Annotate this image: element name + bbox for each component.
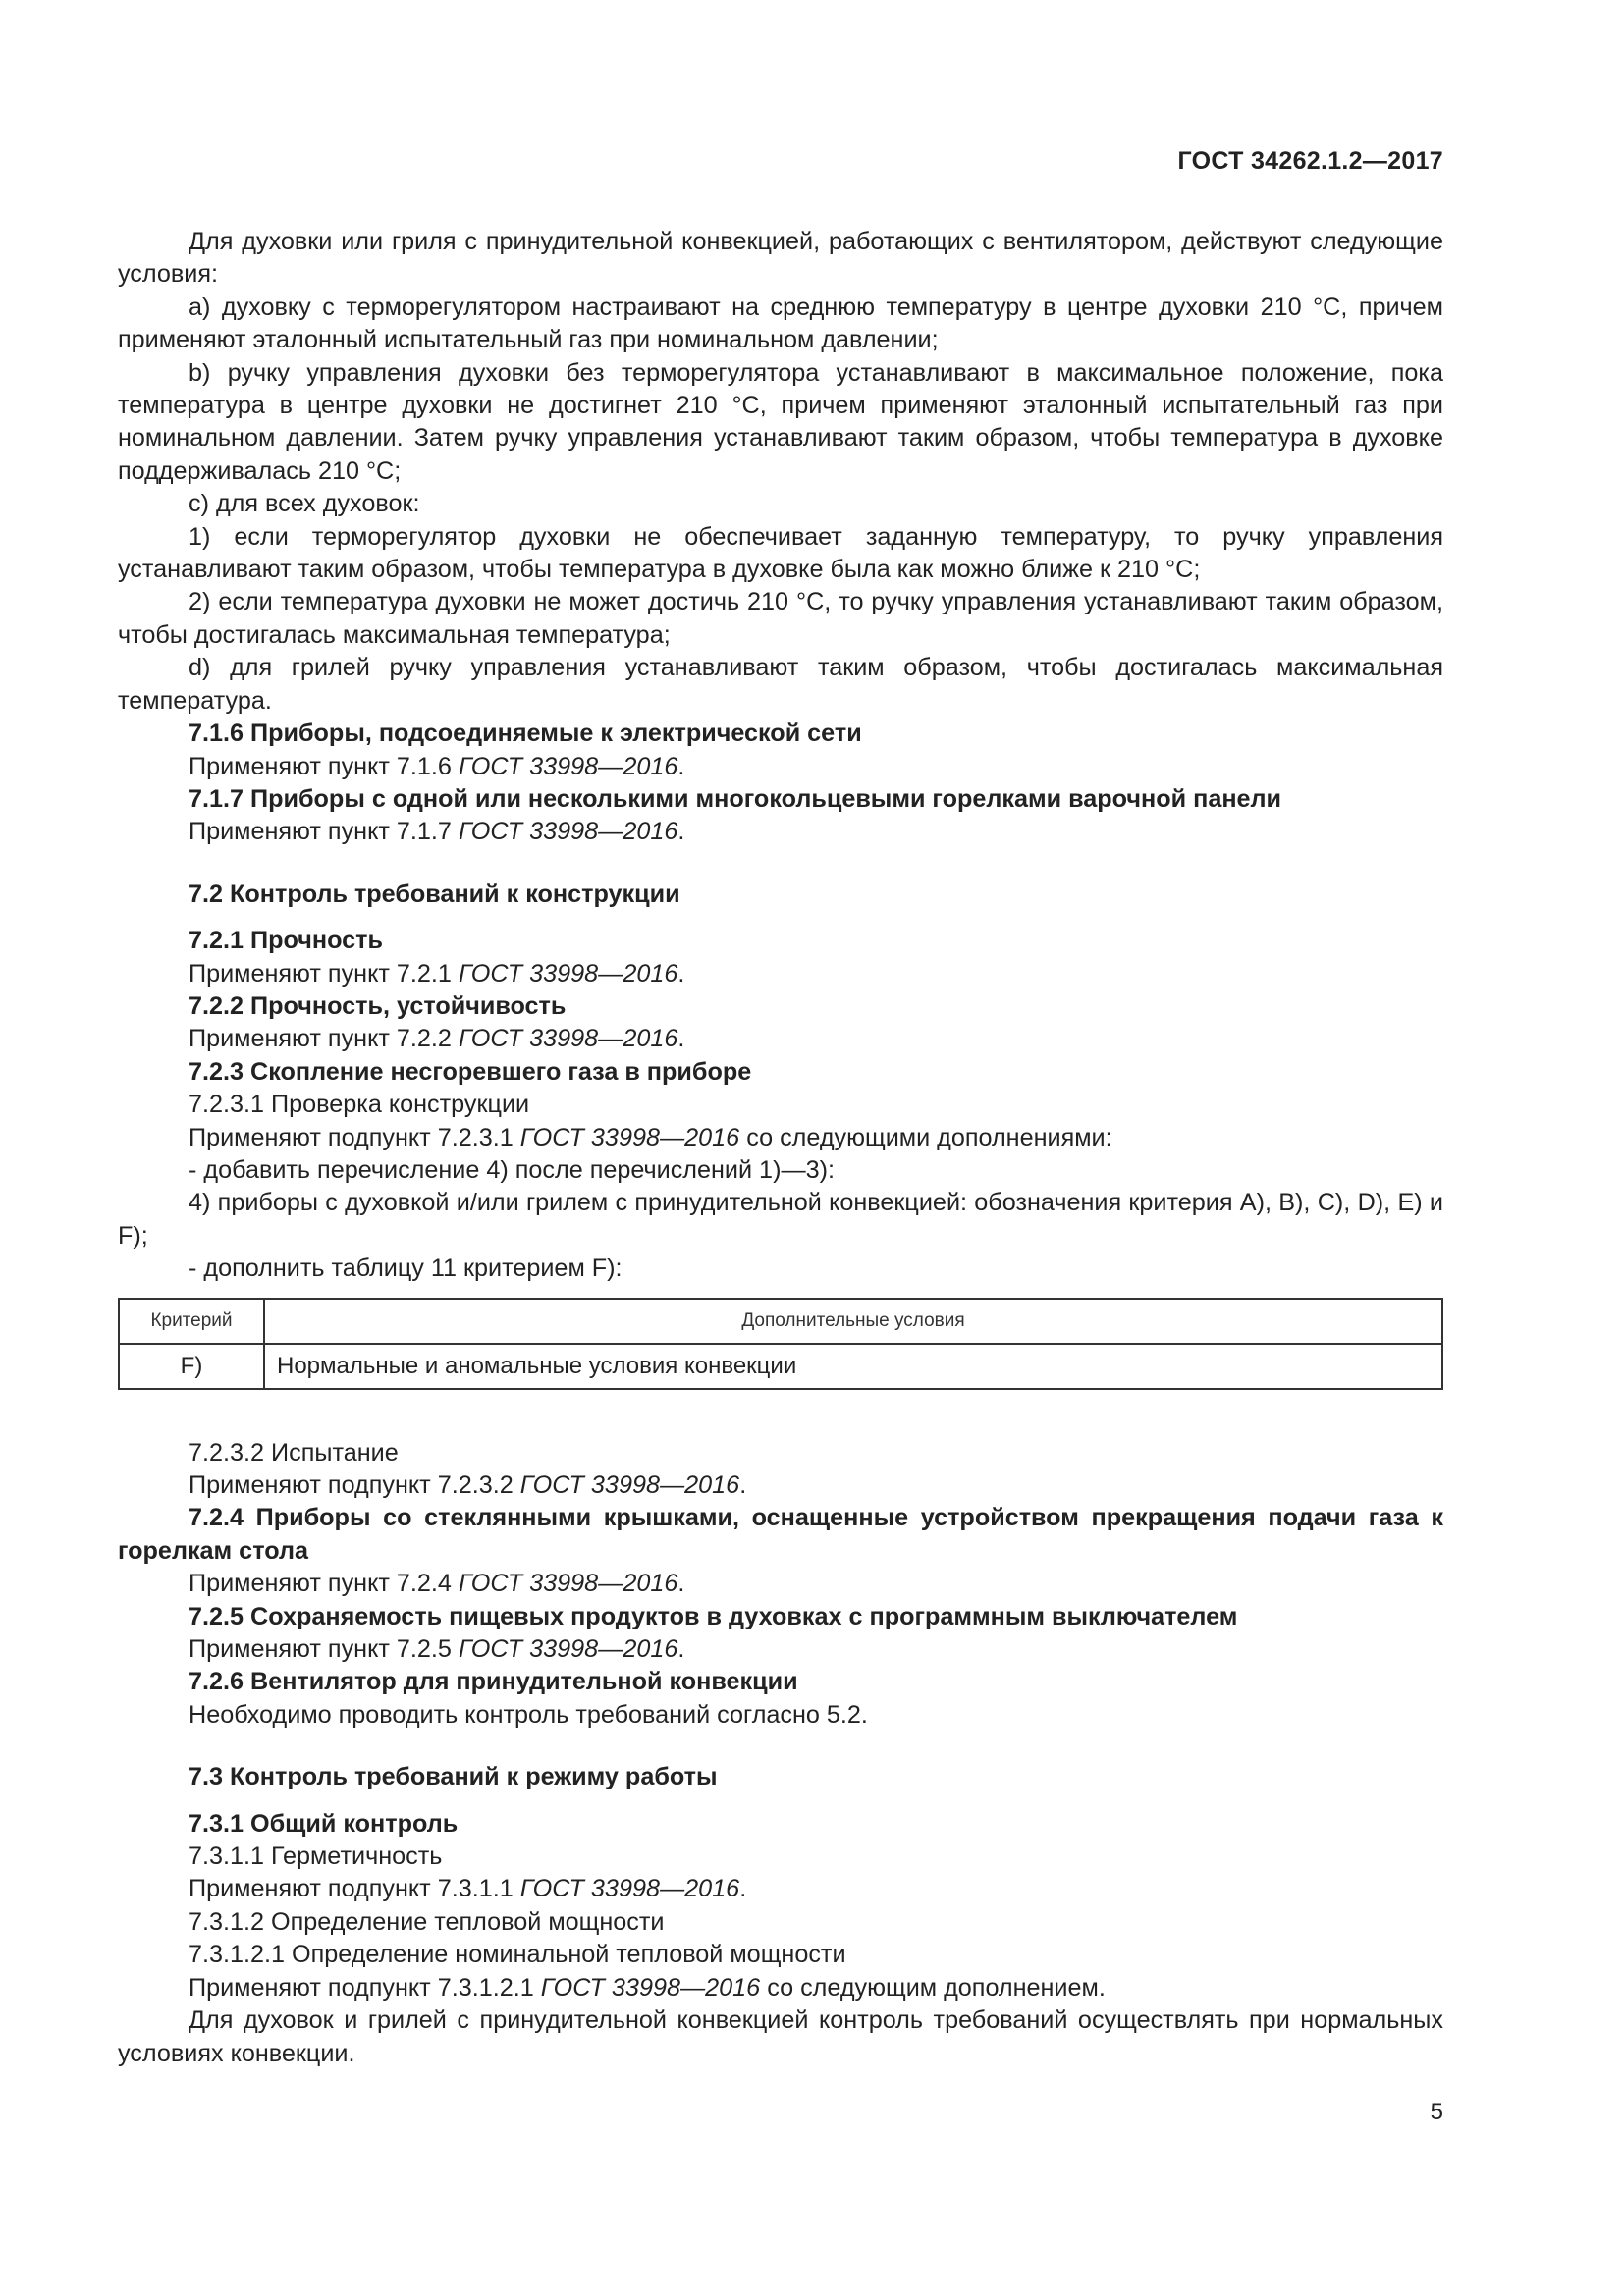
heading-7-1-6: 7.1.6 Приборы, подсоединяемые к электрической сети — [189, 720, 862, 748]
text-7-2-5: Применяют пункт 7.2.5 ГОСТ 33998—2016. — [189, 1635, 685, 1664]
ref-7-3-1-1: ГОСТ 33998—2016 — [519, 1875, 740, 1903]
ref-7-2-1: ГОСТ 33998—2016 — [458, 959, 678, 988]
condition-a: а) духовку с терморегулятором настраивают на среднюю температуру в центре духовки 210 °С, причем применяют эталонный испытательный газ при номинальном давлении; — [118, 293, 1443, 354]
subheading-7-2-3-2: 7.2.3.2 Испытание — [189, 1438, 399, 1467]
condition-c: c) для всех духовок: — [189, 490, 420, 518]
table-header-row — [119, 1299, 1442, 1344]
heading-7-2-2: 7.2.2 Прочность, устойчивость — [189, 991, 567, 1020]
ref-7-2-3-1: ГОСТ 33998—2016 — [519, 1123, 740, 1151]
subheading-7-3-1-1: 7.3.1.1 Герметичность — [189, 1842, 443, 1871]
heading-7-2-1: 7.2.1 Прочность — [189, 927, 383, 955]
heading-7-3-1: 7.3.1 Общий контроль — [189, 1809, 459, 1838]
text-7-2-2: Применяют пункт 7.2.2 ГОСТ 33998—2016. — [189, 1025, 685, 1053]
table-row — [119, 1344, 1442, 1389]
subheading-7-3-1-2-1: 7.3.1.2.1 Определение номинальной тепловой мощности — [189, 1941, 846, 1969]
condition-c2: 2) если температура духовки не может достичь 210 °С, то ручку управления устанавливают таким образом, чтобы достигалась максимальная температура; — [118, 588, 1443, 649]
addition-1: - добавить перечисление 4) после перечислений 1)—3): — [189, 1155, 836, 1184]
document-header: ГОСТ 34262.1.2—2017 — [1177, 147, 1443, 175]
addition-3: - дополнить таблицу 11 критерием F): — [189, 1255, 623, 1283]
heading-7-2-3: 7.2.3 Скопление несгоревшего газа в приборе — [189, 1057, 752, 1086]
heading-7-2-5: 7.2.5 Сохраняемость пищевых продуктов в духовках с программным выключателем — [189, 1602, 1238, 1630]
ref-7-2-5: ГОСТ 33998—2016 — [458, 1635, 678, 1664]
text-7-2-4: Применяют пункт 7.2.4 ГОСТ 33998—2016. — [189, 1570, 685, 1598]
ref-7-3-1-2-1: ГОСТ 33998—2016 — [540, 1973, 761, 2002]
text-7-2-3-2: Применяют подпункт 7.2.3.2 ГОСТ 33998—2016. — [189, 1471, 747, 1499]
text-7-1-6: Применяют пункт 7.1.6 ГОСТ 33998—2016. — [189, 752, 685, 780]
table-cell-conditions: Нормальные и аномальные условия конвекции — [264, 1344, 1442, 1389]
final-paragraph: Для духовок и грилей с принудительной конвекцией контроль требований осуществлять при нормальных условиях конвекции. — [118, 2006, 1443, 2067]
page-number: 5 — [1430, 2099, 1443, 2125]
condition-c1: 1) если терморегулятор духовки не обеспечивает заданную температуру, то ручку управления устанавливают таким образом, чтобы температура в духовке была как можно ближе к 210 °С; — [118, 522, 1443, 584]
text-7-1-7: Применяют пункт 7.1.7 ГОСТ 33998—2016. — [189, 818, 685, 846]
condition-d: d) для грилей ручку управления устанавливают таким образом, чтобы достигалась максимальная температура. — [118, 654, 1443, 715]
text-7-2-1: Применяют пункт 7.2.1 ГОСТ 33998—2016. — [189, 959, 685, 988]
ref-7-2-4: ГОСТ 33998—2016 — [458, 1570, 678, 1598]
criteria-table — [118, 1298, 1443, 1390]
heading-7-3: 7.3 Контроль требований к режиму работы — [189, 1763, 718, 1791]
text-7-3-1-2-1: Применяют подпункт 7.3.1.2.1 ГОСТ 33998—2016 со следующим дополнением. — [189, 1973, 1106, 2002]
paragraph-intro: Для духовки или гриля с принудительной конвекцией, работающих с вентилятором, действуют следующие условия: — [118, 228, 1443, 289]
ref-7-2-3-2: ГОСТ 33998—2016 — [519, 1471, 740, 1499]
document-body — [118, 226, 1443, 2070]
heading-7-2: 7.2 Контроль требований к конструкции — [189, 880, 680, 908]
heading-7-2-4: 7.2.4 Приборы со стеклянными крышками, оснащенные устройством прекращения подачи газа к горелкам стола — [118, 1504, 1443, 1565]
subheading-7-3-1-2: 7.3.1.2 Определение тепловой мощности — [189, 1907, 665, 1936]
ref-7-1-7: ГОСТ 33998—2016 — [458, 818, 678, 846]
text-7-2-3-1: Применяют подпункт 7.2.3.1 ГОСТ 33998—2016 со следующими дополнениями: — [189, 1123, 1112, 1151]
table-header-criterion: Критерий — [119, 1299, 264, 1344]
ref-7-2-2: ГОСТ 33998—2016 — [458, 1025, 678, 1053]
condition-b: b) ручку управления духовки без терморегулятора устанавливают в максимальное положение, пока температура в центре духовки не достигнет 210 °С, причем применяют эталонный испытательный газ при номинальном давлении. Затем ручку управления устанавливают таким образом, чтобы температура в духовке поддерживалась 210 °С; — [118, 358, 1443, 485]
heading-7-1-7: 7.1.7 Приборы с одной или несколькими многокольцевыми горелками варочной панели — [189, 784, 1282, 813]
addition-2: 4) приборы с духовкой и/или грилем с принудительной конвекцией: обозначения критерия А), В), С), D), Е) и F); — [118, 1189, 1443, 1250]
table-header-conditions: Дополнительные условия — [264, 1299, 1442, 1344]
heading-7-2-6: 7.2.6 Вентилятор для принудительной конвекции — [189, 1668, 798, 1696]
text-7-2-6: Необходимо проводить контроль требований согласно 5.2. — [189, 1700, 868, 1729]
text-7-3-1-1: Применяют подпункт 7.3.1.1 ГОСТ 33998—2016. — [189, 1875, 747, 1903]
subheading-7-2-3-1: 7.2.3.1 Проверка конструкции — [189, 1091, 530, 1119]
ref-7-1-6: ГОСТ 33998—2016 — [458, 752, 678, 780]
table-cell-criterion: F) — [119, 1344, 264, 1389]
